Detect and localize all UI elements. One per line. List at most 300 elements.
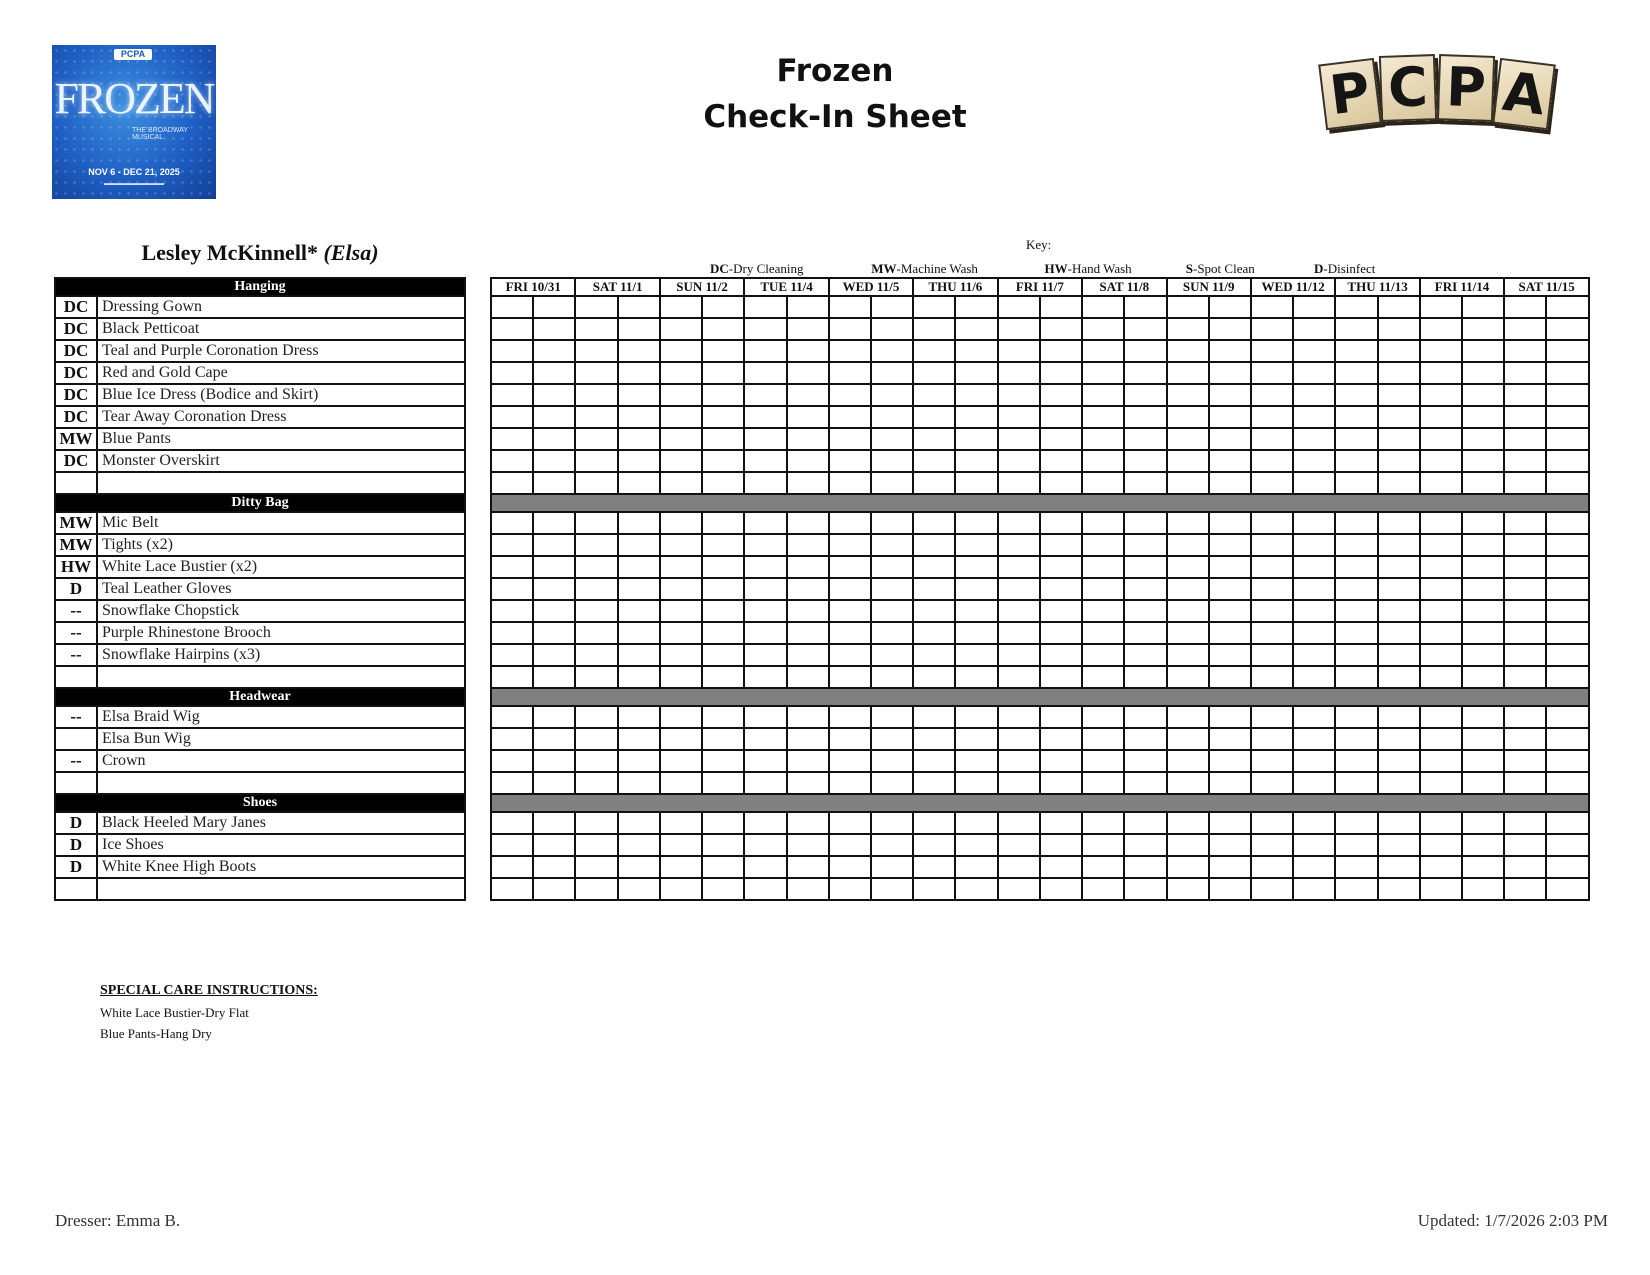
check-out-cell[interactable] [1124,450,1166,472]
check-out-cell[interactable] [618,362,660,384]
check-in-cell[interactable] [1251,406,1293,428]
check-in-cell[interactable] [1335,856,1377,878]
check-out-cell[interactable] [533,772,575,794]
check-out-cell[interactable] [1124,728,1166,750]
check-in-cell[interactable] [575,428,617,450]
check-out-cell[interactable] [533,834,575,856]
check-in-cell[interactable] [1251,556,1293,578]
check-in-cell[interactable] [913,812,955,834]
check-in-cell[interactable] [1420,472,1462,494]
check-in-cell[interactable] [1504,534,1546,556]
check-in-cell[interactable] [1082,450,1124,472]
check-in-cell[interactable] [1504,772,1546,794]
check-in-cell[interactable] [1504,706,1546,728]
check-in-cell[interactable] [575,534,617,556]
check-out-cell[interactable] [871,362,913,384]
check-out-cell[interactable] [618,878,660,900]
check-out-cell[interactable] [955,406,997,428]
check-out-cell[interactable] [1040,556,1082,578]
check-out-cell[interactable] [1546,706,1589,728]
check-out-cell[interactable] [787,450,829,472]
check-in-cell[interactable] [1335,728,1377,750]
check-out-cell[interactable] [955,318,997,340]
check-in-cell[interactable] [1251,384,1293,406]
check-in-cell[interactable] [1251,834,1293,856]
check-in-cell[interactable] [660,472,702,494]
check-out-cell[interactable] [787,878,829,900]
check-out-cell[interactable] [1378,772,1420,794]
check-out-cell[interactable] [1462,384,1504,406]
check-in-cell[interactable] [1504,318,1546,340]
check-in-cell[interactable] [913,578,955,600]
check-out-cell[interactable] [1209,534,1251,556]
check-in-cell[interactable] [1420,878,1462,900]
check-in-cell[interactable] [829,644,871,666]
check-in-cell[interactable] [1420,534,1462,556]
check-in-cell[interactable] [1420,578,1462,600]
check-in-cell[interactable] [491,472,533,494]
check-out-cell[interactable] [1209,340,1251,362]
check-in-cell[interactable] [744,450,786,472]
check-in-cell[interactable] [491,556,533,578]
check-in-cell[interactable] [660,362,702,384]
check-in-cell[interactable] [660,534,702,556]
check-in-cell[interactable] [1420,728,1462,750]
check-in-cell[interactable] [491,318,533,340]
check-out-cell[interactable] [1124,834,1166,856]
check-in-cell[interactable] [575,622,617,644]
check-in-cell[interactable] [913,296,955,318]
check-out-cell[interactable] [787,728,829,750]
check-out-cell[interactable] [618,772,660,794]
check-out-cell[interactable] [955,856,997,878]
check-in-cell[interactable] [1335,384,1377,406]
check-out-cell[interactable] [1462,578,1504,600]
check-in-cell[interactable] [1251,296,1293,318]
check-in-cell[interactable] [829,750,871,772]
check-out-cell[interactable] [702,384,744,406]
check-in-cell[interactable] [1420,296,1462,318]
check-out-cell[interactable] [533,750,575,772]
check-out-cell[interactable] [533,406,575,428]
check-out-cell[interactable] [1546,856,1589,878]
check-in-cell[interactable] [829,450,871,472]
check-out-cell[interactable] [1040,472,1082,494]
check-in-cell[interactable] [744,578,786,600]
check-in-cell[interactable] [913,644,955,666]
check-out-cell[interactable] [787,578,829,600]
check-out-cell[interactable] [787,428,829,450]
check-in-cell[interactable] [1420,406,1462,428]
check-out-cell[interactable] [1378,834,1420,856]
check-out-cell[interactable] [1124,772,1166,794]
check-out-cell[interactable] [1293,878,1335,900]
check-in-cell[interactable] [660,750,702,772]
check-out-cell[interactable] [1462,856,1504,878]
check-in-cell[interactable] [575,772,617,794]
check-in-cell[interactable] [829,362,871,384]
check-out-cell[interactable] [787,812,829,834]
check-in-cell[interactable] [1082,750,1124,772]
check-in-cell[interactable] [744,340,786,362]
check-in-cell[interactable] [744,644,786,666]
check-in-cell[interactable] [491,296,533,318]
check-in-cell[interactable] [1082,856,1124,878]
check-in-cell[interactable] [913,384,955,406]
check-in-cell[interactable] [1504,812,1546,834]
check-in-cell[interactable] [1251,812,1293,834]
check-in-cell[interactable] [1335,534,1377,556]
check-in-cell[interactable] [998,318,1040,340]
check-in-cell[interactable] [913,406,955,428]
check-in-cell[interactable] [575,384,617,406]
check-in-cell[interactable] [829,318,871,340]
check-out-cell[interactable] [1209,384,1251,406]
check-in-cell[interactable] [998,772,1040,794]
check-in-cell[interactable] [575,834,617,856]
check-out-cell[interactable] [1546,772,1589,794]
check-out-cell[interactable] [1293,428,1335,450]
check-in-cell[interactable] [1251,706,1293,728]
check-in-cell[interactable] [1082,666,1124,688]
check-in-cell[interactable] [913,622,955,644]
check-out-cell[interactable] [787,600,829,622]
check-in-cell[interactable] [1167,384,1209,406]
check-in-cell[interactable] [998,578,1040,600]
check-out-cell[interactable] [955,472,997,494]
check-out-cell[interactable] [1124,534,1166,556]
check-in-cell[interactable] [491,384,533,406]
check-in-cell[interactable] [1420,556,1462,578]
check-out-cell[interactable] [1293,318,1335,340]
check-out-cell[interactable] [1462,772,1504,794]
check-in-cell[interactable] [1420,644,1462,666]
check-out-cell[interactable] [1209,512,1251,534]
check-out-cell[interactable] [1546,556,1589,578]
check-in-cell[interactable] [1167,834,1209,856]
check-out-cell[interactable] [1124,750,1166,772]
check-in-cell[interactable] [744,428,786,450]
check-in-cell[interactable] [1251,318,1293,340]
check-in-cell[interactable] [575,856,617,878]
check-out-cell[interactable] [787,534,829,556]
check-in-cell[interactable] [829,600,871,622]
check-in-cell[interactable] [660,340,702,362]
check-in-cell[interactable] [1167,706,1209,728]
check-in-cell[interactable] [829,666,871,688]
check-in-cell[interactable] [829,772,871,794]
check-out-cell[interactable] [1462,534,1504,556]
check-out-cell[interactable] [533,622,575,644]
check-out-cell[interactable] [702,512,744,534]
check-out-cell[interactable] [955,534,997,556]
check-in-cell[interactable] [1335,472,1377,494]
check-out-cell[interactable] [618,318,660,340]
check-out-cell[interactable] [1378,666,1420,688]
check-out-cell[interactable] [871,406,913,428]
check-out-cell[interactable] [955,340,997,362]
check-in-cell[interactable] [744,296,786,318]
check-in-cell[interactable] [575,706,617,728]
check-in-cell[interactable] [1082,296,1124,318]
check-out-cell[interactable] [533,362,575,384]
check-out-cell[interactable] [871,384,913,406]
check-out-cell[interactable] [1378,406,1420,428]
check-out-cell[interactable] [618,512,660,534]
check-in-cell[interactable] [829,556,871,578]
check-in-cell[interactable] [660,556,702,578]
check-in-cell[interactable] [998,644,1040,666]
check-in-cell[interactable] [1504,750,1546,772]
check-in-cell[interactable] [1251,666,1293,688]
check-out-cell[interactable] [1462,706,1504,728]
check-out-cell[interactable] [1124,706,1166,728]
check-out-cell[interactable] [871,750,913,772]
check-out-cell[interactable] [1209,296,1251,318]
check-out-cell[interactable] [1040,728,1082,750]
check-out-cell[interactable] [1378,812,1420,834]
check-in-cell[interactable] [913,556,955,578]
check-in-cell[interactable] [913,750,955,772]
check-out-cell[interactable] [533,706,575,728]
check-in-cell[interactable] [1167,472,1209,494]
check-out-cell[interactable] [1293,812,1335,834]
check-out-cell[interactable] [1546,362,1589,384]
check-in-cell[interactable] [1251,534,1293,556]
check-out-cell[interactable] [1124,296,1166,318]
check-in-cell[interactable] [1335,666,1377,688]
check-in-cell[interactable] [998,512,1040,534]
check-out-cell[interactable] [871,318,913,340]
check-in-cell[interactable] [998,340,1040,362]
check-out-cell[interactable] [871,644,913,666]
check-out-cell[interactable] [1293,450,1335,472]
check-out-cell[interactable] [618,472,660,494]
check-in-cell[interactable] [744,600,786,622]
check-out-cell[interactable] [1462,622,1504,644]
check-out-cell[interactable] [702,406,744,428]
check-out-cell[interactable] [702,340,744,362]
check-out-cell[interactable] [702,362,744,384]
check-in-cell[interactable] [575,450,617,472]
check-in-cell[interactable] [1082,622,1124,644]
check-out-cell[interactable] [1293,362,1335,384]
check-out-cell[interactable] [871,706,913,728]
check-out-cell[interactable] [1462,812,1504,834]
check-in-cell[interactable] [1167,556,1209,578]
check-out-cell[interactable] [1293,856,1335,878]
check-out-cell[interactable] [1040,878,1082,900]
check-out-cell[interactable] [1124,362,1166,384]
check-in-cell[interactable] [1335,362,1377,384]
check-out-cell[interactable] [702,750,744,772]
check-out-cell[interactable] [702,450,744,472]
check-out-cell[interactable] [1462,834,1504,856]
check-in-cell[interactable] [1251,772,1293,794]
check-in-cell[interactable] [1335,318,1377,340]
check-out-cell[interactable] [533,644,575,666]
check-in-cell[interactable] [913,772,955,794]
check-in-cell[interactable] [575,406,617,428]
check-in-cell[interactable] [1335,600,1377,622]
check-in-cell[interactable] [744,772,786,794]
check-out-cell[interactable] [533,318,575,340]
check-in-cell[interactable] [1082,534,1124,556]
check-in-cell[interactable] [1167,750,1209,772]
check-in-cell[interactable] [1504,666,1546,688]
check-in-cell[interactable] [1504,450,1546,472]
check-in-cell[interactable] [1335,706,1377,728]
check-in-cell[interactable] [1251,600,1293,622]
check-out-cell[interactable] [1462,556,1504,578]
check-out-cell[interactable] [618,728,660,750]
check-out-cell[interactable] [1124,622,1166,644]
check-in-cell[interactable] [744,622,786,644]
check-out-cell[interactable] [1378,318,1420,340]
check-out-cell[interactable] [533,728,575,750]
check-out-cell[interactable] [1462,450,1504,472]
check-in-cell[interactable] [744,834,786,856]
check-in-cell[interactable] [575,750,617,772]
check-in-cell[interactable] [1504,856,1546,878]
check-in-cell[interactable] [1504,362,1546,384]
check-in-cell[interactable] [491,644,533,666]
check-in-cell[interactable] [575,812,617,834]
check-in-cell[interactable] [998,666,1040,688]
check-in-cell[interactable] [660,318,702,340]
check-out-cell[interactable] [1124,600,1166,622]
check-in-cell[interactable] [575,362,617,384]
check-out-cell[interactable] [618,384,660,406]
check-out-cell[interactable] [787,556,829,578]
check-out-cell[interactable] [787,706,829,728]
check-out-cell[interactable] [1378,600,1420,622]
check-in-cell[interactable] [575,556,617,578]
check-out-cell[interactable] [1462,362,1504,384]
check-out-cell[interactable] [702,666,744,688]
check-out-cell[interactable] [1546,428,1589,450]
check-in-cell[interactable] [1167,666,1209,688]
check-in-cell[interactable] [491,706,533,728]
check-in-cell[interactable] [1167,534,1209,556]
check-in-cell[interactable] [1082,706,1124,728]
check-in-cell[interactable] [491,362,533,384]
check-in-cell[interactable] [575,318,617,340]
check-in-cell[interactable] [491,428,533,450]
check-in-cell[interactable] [744,512,786,534]
check-in-cell[interactable] [998,706,1040,728]
check-in-cell[interactable] [1251,512,1293,534]
check-out-cell[interactable] [1209,878,1251,900]
check-out-cell[interactable] [787,666,829,688]
check-in-cell[interactable] [913,318,955,340]
check-out-cell[interactable] [618,578,660,600]
check-in-cell[interactable] [575,878,617,900]
check-in-cell[interactable] [1504,556,1546,578]
check-out-cell[interactable] [1209,812,1251,834]
check-in-cell[interactable] [1335,622,1377,644]
check-in-cell[interactable] [1335,644,1377,666]
check-in-cell[interactable] [1167,296,1209,318]
check-in-cell[interactable] [491,750,533,772]
check-in-cell[interactable] [1082,878,1124,900]
check-out-cell[interactable] [1040,856,1082,878]
check-in-cell[interactable] [1082,406,1124,428]
check-out-cell[interactable] [1378,428,1420,450]
check-out-cell[interactable] [1546,728,1589,750]
check-in-cell[interactable] [744,318,786,340]
check-in-cell[interactable] [1167,406,1209,428]
check-out-cell[interactable] [533,472,575,494]
check-out-cell[interactable] [1209,362,1251,384]
check-in-cell[interactable] [660,450,702,472]
check-out-cell[interactable] [1040,578,1082,600]
check-in-cell[interactable] [829,834,871,856]
check-out-cell[interactable] [787,318,829,340]
check-in-cell[interactable] [744,406,786,428]
check-out-cell[interactable] [1124,406,1166,428]
check-out-cell[interactable] [955,362,997,384]
check-out-cell[interactable] [1040,644,1082,666]
check-in-cell[interactable] [744,706,786,728]
check-out-cell[interactable] [787,512,829,534]
check-out-cell[interactable] [1462,666,1504,688]
check-out-cell[interactable] [1040,340,1082,362]
check-out-cell[interactable] [871,428,913,450]
check-in-cell[interactable] [1335,878,1377,900]
check-out-cell[interactable] [533,578,575,600]
check-out-cell[interactable] [1293,644,1335,666]
check-in-cell[interactable] [1251,878,1293,900]
check-out-cell[interactable] [871,622,913,644]
check-in-cell[interactable] [829,512,871,534]
check-in-cell[interactable] [1082,362,1124,384]
check-in-cell[interactable] [1082,834,1124,856]
check-in-cell[interactable] [491,340,533,362]
check-in-cell[interactable] [491,450,533,472]
check-out-cell[interactable] [1378,362,1420,384]
check-out-cell[interactable] [618,406,660,428]
check-in-cell[interactable] [913,600,955,622]
check-out-cell[interactable] [702,428,744,450]
check-out-cell[interactable] [1209,600,1251,622]
check-out-cell[interactable] [618,834,660,856]
check-out-cell[interactable] [1546,296,1589,318]
check-in-cell[interactable] [1420,666,1462,688]
check-in-cell[interactable] [491,728,533,750]
check-out-cell[interactable] [955,666,997,688]
check-in-cell[interactable] [913,512,955,534]
check-out-cell[interactable] [1462,728,1504,750]
check-in-cell[interactable] [998,362,1040,384]
check-in-cell[interactable] [744,728,786,750]
check-in-cell[interactable] [1335,428,1377,450]
check-out-cell[interactable] [1293,622,1335,644]
check-in-cell[interactable] [998,622,1040,644]
check-out-cell[interactable] [1378,578,1420,600]
check-out-cell[interactable] [871,472,913,494]
check-in-cell[interactable] [660,728,702,750]
check-in-cell[interactable] [660,384,702,406]
check-in-cell[interactable] [829,428,871,450]
check-in-cell[interactable] [744,666,786,688]
check-in-cell[interactable] [829,472,871,494]
check-out-cell[interactable] [1293,666,1335,688]
check-out-cell[interactable] [955,644,997,666]
check-in-cell[interactable] [491,812,533,834]
check-in-cell[interactable] [913,428,955,450]
check-out-cell[interactable] [1040,318,1082,340]
